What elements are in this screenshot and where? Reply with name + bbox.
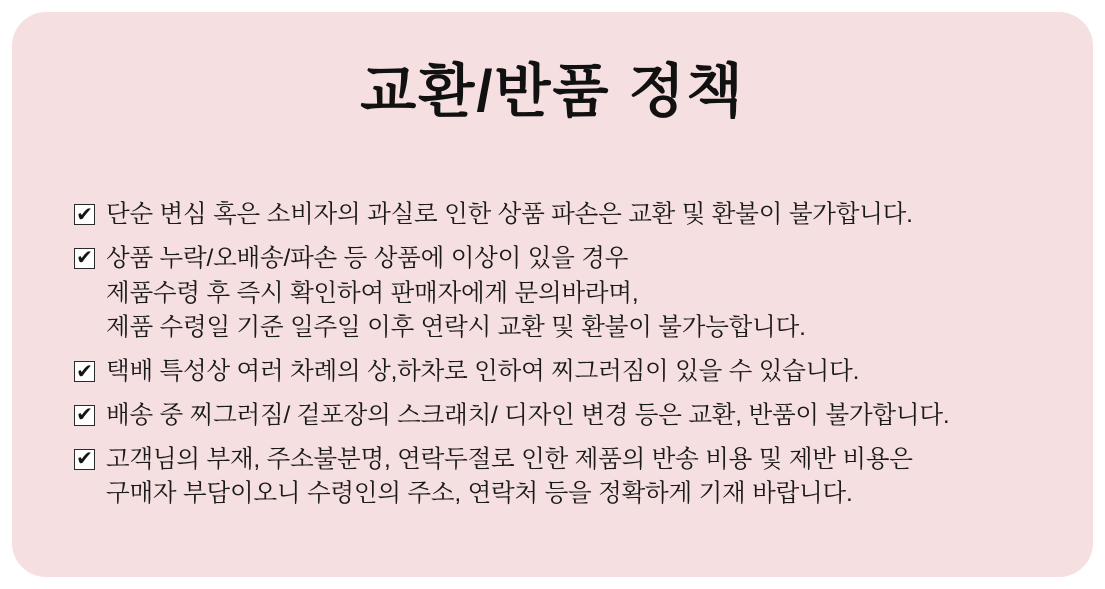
list-item-line: 고객님의 부재, 주소불분명, 연락두절로 인한 제품의 반송 비용 및 제반 비용은 <box>106 445 913 473</box>
check-glyph: ✔ <box>76 358 93 383</box>
check-glyph: ✔ <box>76 245 93 270</box>
checkbox-icon <box>74 358 95 383</box>
list-item <box>74 399 1059 434</box>
checkbox-icon <box>74 245 95 270</box>
policy-list <box>74 198 1059 521</box>
page-title: 교환/반품 정책 <box>360 59 745 124</box>
list-item-line: 제품 수령일 기준 일주일 이후 연락시 교환 및 환불이 불가능합니다. <box>106 314 806 342</box>
check-glyph: ✔ <box>76 446 93 471</box>
list-item-line: 제품수령 후 즉시 확인하여 판매자에게 문의바라며, <box>106 279 639 307</box>
list-item-line: 단순 변심 혹은 소비자의 과실로 인한 상품 파손은 교환 및 환불이 불가합니다. <box>106 201 913 228</box>
list-item-line: 상품 누락/오배송/파손 등 상품에 이상이 있을 경우 <box>106 244 629 272</box>
policy-card <box>12 12 1093 577</box>
list-item-text <box>106 198 1059 233</box>
checkbox-icon <box>74 201 95 226</box>
checkbox-icon <box>74 402 95 427</box>
check-glyph: ✔ <box>76 201 93 226</box>
list-item-text <box>106 355 1059 390</box>
list-item-text <box>106 443 1059 513</box>
checkbox-icon <box>74 446 95 471</box>
list-item <box>74 242 1059 346</box>
list-item-line: 구매자 부담이오니 수령인의 주소, 연락처 등을 정확하게 기재 바랍니다. <box>106 480 853 508</box>
list-item-text <box>106 242 1059 346</box>
list-item-text <box>106 399 1059 434</box>
list-item-line: 배송 중 찌그러짐/ 겉포장의 스크래치/ 디자인 변경 등은 교환, 반품이 불가합니다. <box>106 401 950 429</box>
check-glyph: ✔ <box>76 402 93 427</box>
list-item <box>74 198 1059 233</box>
list-item <box>74 355 1059 390</box>
list-item-line: 택배 특성상 여러 차례의 상,하차로 인하여 찌그러짐이 있을 수 있습니다. <box>106 358 860 386</box>
list-item <box>74 443 1059 513</box>
